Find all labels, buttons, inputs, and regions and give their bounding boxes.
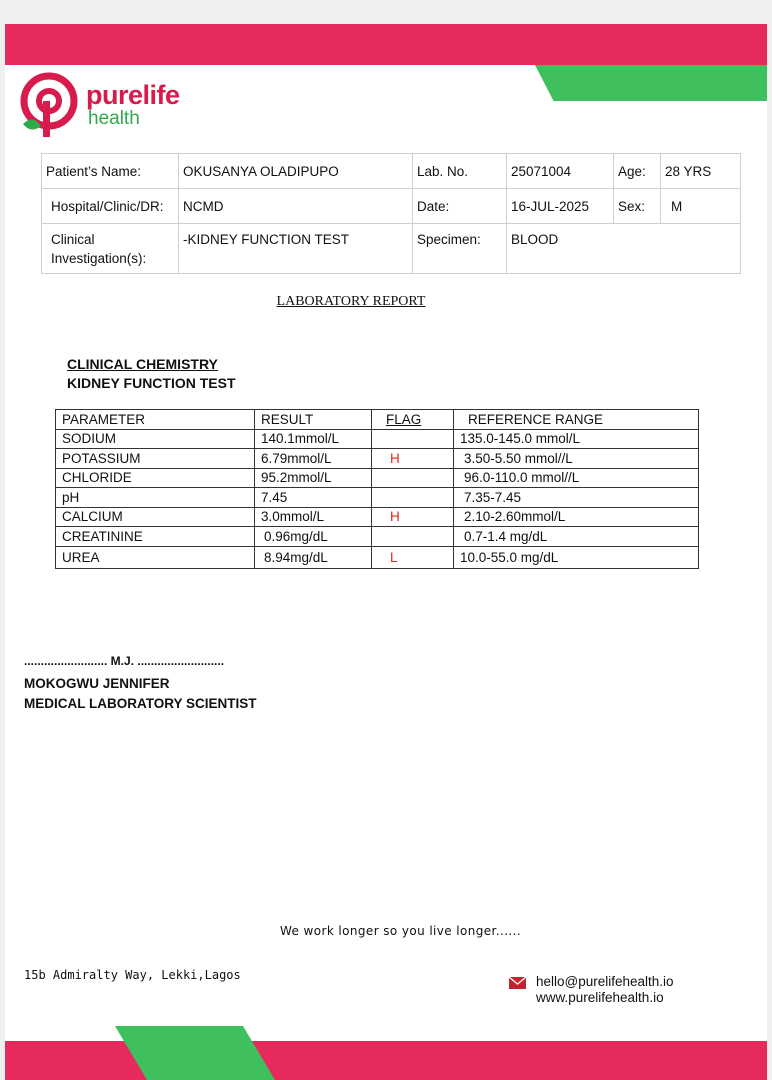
results-table (55, 409, 699, 569)
envelope-icon (509, 977, 526, 989)
table-row (56, 449, 699, 469)
row-reference: 7.35-7.45 (454, 488, 699, 508)
row-parameter: CHLORIDE (56, 468, 255, 488)
row-result: 0.96mg/dL (255, 527, 372, 547)
row-parameter: CREATININE (56, 527, 255, 547)
email-link[interactable]: hello@purelifehealth.io (536, 974, 674, 989)
signatory-title: MEDICAL LABORATORY SCIENTIST (24, 696, 257, 711)
header-red-band (5, 24, 767, 65)
table-row (56, 429, 699, 449)
row-flag (372, 488, 454, 508)
row-result: 140.1mmol/L (255, 429, 372, 449)
row-flag (372, 429, 454, 449)
purelife-p-icon (13, 70, 85, 140)
row-parameter: CALCIUM (56, 507, 255, 527)
row-reference: 2.10-2.60mmol/L (454, 507, 699, 527)
table-row (56, 468, 699, 488)
report-title: LABORATORY REPORT (276, 294, 426, 309)
lab-report-page (5, 24, 767, 1080)
table-row (56, 488, 699, 508)
clinical-investigation: -KIDNEY FUNCTION TEST (179, 224, 413, 274)
row-flag: H (372, 507, 454, 527)
brand-sub: health (88, 108, 140, 129)
section-title: CLINICAL CHEMISTRY (67, 356, 218, 372)
signature-line: ......................... M.J. .......................... (24, 654, 225, 668)
table-row (56, 507, 699, 527)
clinical-label-line1: Clinical (51, 231, 95, 247)
subsection-title: KIDNEY FUNCTION TEST (67, 375, 236, 391)
report-date: 16-JUL-2025 (507, 189, 614, 224)
row-reference: 10.0-55.0 mg/dL (454, 546, 699, 568)
clinical-label-line2: Investigation(s): (51, 250, 147, 266)
address: 15b Admiralty Way, Lekki,Lagos (24, 968, 241, 982)
sex: M (661, 189, 741, 224)
row-result: 6.79mmol/L (255, 449, 372, 469)
lab-no-label: Lab. No. (413, 154, 507, 189)
row-flag: H (372, 449, 454, 469)
row-reference: 96.0-110.0 mmol//L (454, 468, 699, 488)
header-flag: FLAG (372, 410, 454, 430)
tagline: We work longer so you live longer...... (280, 924, 522, 938)
signatory-name: MOKOGWU JENNIFER (24, 676, 170, 691)
results-header-row (56, 410, 699, 430)
table-row (56, 546, 699, 568)
row-result: 8.94mg/dL (255, 546, 372, 568)
row-parameter: UREA (56, 546, 255, 568)
row-flag: L (372, 546, 454, 568)
specimen-label: Specimen: (413, 224, 507, 274)
date-label: Date: (413, 189, 507, 224)
table-row (56, 527, 699, 547)
row-flag (372, 527, 454, 547)
age-label: Age: (614, 154, 661, 189)
hospital-label: Hospital/Clinic/DR: (42, 189, 179, 224)
header-parameter: PARAMETER (56, 410, 255, 430)
footer-red-band (5, 1041, 767, 1080)
row-parameter: POTASSIUM (56, 449, 255, 469)
patient-name-label: Patient’s Name: (42, 154, 179, 189)
clinical-label (42, 224, 179, 274)
row-parameter: SODIUM (56, 429, 255, 449)
brand-name: purelife (86, 80, 180, 110)
website-link[interactable]: www.purelifehealth.io (536, 990, 664, 1005)
row-reference: 3.50-5.50 mmol//L (454, 449, 699, 469)
sex-label: Sex: (614, 189, 661, 224)
hospital: NCMD (179, 189, 413, 224)
specimen: BLOOD (507, 224, 741, 274)
row-flag (372, 468, 454, 488)
row-reference: 0.7-1.4 mg/dL (454, 527, 699, 547)
purelife-logo (13, 70, 193, 140)
header-result: RESULT (255, 410, 372, 430)
header-green-accent (535, 65, 767, 101)
row-result: 95.2mmol/L (255, 468, 372, 488)
age: 28 YRS (661, 154, 741, 189)
lab-no: 25071004 (507, 154, 614, 189)
row-parameter: pH (56, 488, 255, 508)
row-result: 3.0mmol/L (255, 507, 372, 527)
row-result: 7.45 (255, 488, 372, 508)
row-reference: 135.0-145.0 mmol/L (454, 429, 699, 449)
patient-info-table (41, 153, 741, 274)
patient-name: OKUSANYA OLADIPUPO (179, 154, 413, 189)
header-reference: REFERENCE RANGE (454, 410, 699, 430)
